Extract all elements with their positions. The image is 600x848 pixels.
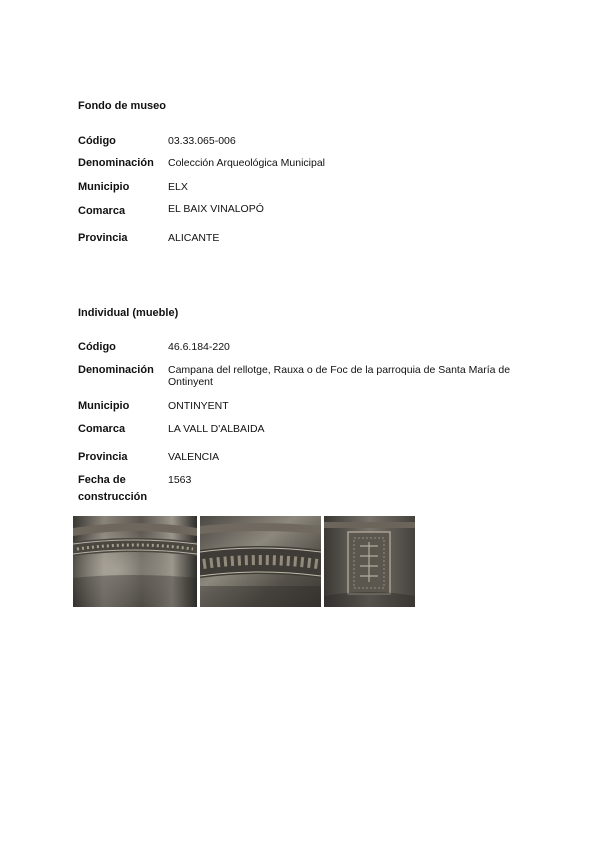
individual-label-denominacion: Denominación [78,364,154,376]
individual-value-provincia: VALENCIA [168,451,220,463]
individual-value-codigo: 46.6.184-220 [168,341,230,353]
bell-photo-3 [324,516,415,607]
fondo-value-comarca: EL BAIX VINALOPÓ [168,203,264,215]
fondo-label-municipio: Municipio [78,181,130,193]
individual-value-comarca: LA VALL D'ALBAIDA [168,423,265,435]
fondo-value-denominacion: Colección Arqueológica Municipal [168,157,326,169]
fondo-label-comarca: Comarca [78,205,126,217]
bell-photo-1 [73,516,197,607]
fondo-value-provincia: ALICANTE [168,232,220,244]
fondo-label-provincia: Provincia [78,232,128,244]
individual-label-codigo: Código [78,341,116,353]
bell-photo-2-image [200,516,321,607]
bell-photo-1-image [73,516,197,607]
bell-photo-2 [200,516,321,607]
individual-heading: Individual (mueble) [78,307,179,319]
individual-label-provincia: Provincia [78,451,128,463]
fondo-label-codigo: Código [78,135,116,147]
fondo-heading: Fondo de museo [78,100,166,112]
bell-photo-3-image [324,516,415,607]
fondo-value-codigo: 03.33.065-006 [168,135,236,147]
individual-label-fecha: Fecha de construcción [78,474,148,503]
individual-label-comarca: Comarca [78,423,126,435]
fondo-value-municipio: ELX [168,181,188,193]
individual-label-municipio: Municipio [78,400,130,412]
individual-value-municipio: ONTINYENT [168,400,229,412]
fondo-label-denominacion: Denominación [78,157,154,169]
individual-value-denominacion: Campana del rellotge, Rauxa o de Foc de la parroquia de Santa María de Ontinyent [168,364,511,388]
individual-value-fecha: 1563 [168,474,192,486]
